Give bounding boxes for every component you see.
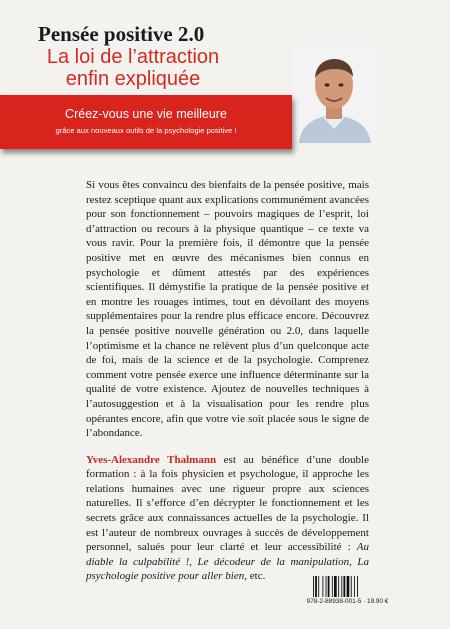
author-portrait-icon: [293, 45, 375, 143]
author-bio: est au bénéfice d’une double formation : à la fois physicien et psychologue, il approche les relations humaines avec une rigueur propre aux sciences naturelles. Il s’efforce d’en décrypter le fonctionnement et les secrets grâce aux connaissances actuelles de la psychologie. Il est l’auteur de nombreux ouvrages à succès de développement personnel, salués pour leur clarté et leur accessibilité :: [86, 453, 369, 554]
barcode-bar: [347, 576, 350, 597]
author-bio-end: , etc.: [244, 570, 266, 583]
barcode-bar: [343, 576, 345, 597]
isbn-price: 978-2-88938-001-5 · 19.90 €: [306, 598, 389, 605]
barcode-bar: [328, 576, 330, 597]
author-name: Yves-Alexandre Thalmann: [86, 453, 217, 466]
barcode-bar: [313, 576, 314, 597]
book-subtitle-line1: La loi de l’attraction: [46, 46, 220, 68]
banner-tagline: Créez-vous une vie meilleure: [65, 107, 227, 121]
barcode-bar: [332, 576, 333, 597]
barcode-bar: [354, 576, 355, 597]
barcode-bar: [322, 576, 323, 597]
barcode-bar: [351, 576, 352, 597]
title-block: [38, 22, 278, 90]
barcode-bar: [315, 576, 317, 597]
barcode-bar: [341, 576, 342, 597]
book-subtitle-line2: enfin expliquée: [65, 68, 201, 90]
book-title: Pensée positive 2.0: [38, 22, 205, 46]
author-photo: [293, 45, 375, 143]
author-paragraph: [86, 453, 369, 584]
barcode-bar: [357, 576, 358, 597]
description-paragraph: Si vous êtes convaincu des bienfaits de la pensée positive, mais restez sceptique quant aux explications communément avancées pour son fonctionnement – pouvoirs magiques de l’esprit, loi d’attraction ou recours à la physique quantique – ce texte va vous ravir. Pour la première fois, il démontre que la pensée positive met en œuvre des mécanismes bien connus en psychologie et dûment attestés par des expériences scientifiques. Il démystifie la pratique de la pensée positive et en montre les rouages intimes, tout en dévoilant des moyens supplémentaires pour la rendre plus efficace encore. Découvrez la pensée positive nouvelle génération ou 2.0, dans laquelle l’optimisme et la chance ne relèvent plus d’un quelconque acte de foi, mais de la science et de la psychologie. Comprenez comment votre pensée exerce une influence déterminante sur la qualité de votre existence. Ajoutez de nouvelles techniques à l’autosuggestion et à la visualisation pour les rendre plus opérantes encore, afin que votre vie soit placée sous le signe de l’abondance.: [86, 179, 369, 440]
tagline-banner: [0, 95, 292, 149]
barcode-icon: [313, 576, 377, 597]
barcode-bar: [326, 576, 327, 597]
barcode-bar: [338, 576, 339, 597]
barcode-bar: [318, 576, 319, 597]
author-works: Au diable la culpabilité !, Le décodeur de la manipulation, La psychologie positive pour aller bien: [86, 541, 369, 583]
barcode-bar: [334, 576, 337, 597]
banner-subtagline: grâce aux nouveaux outils de la psychologie positive !: [55, 126, 237, 135]
back-cover-text: [86, 178, 369, 584]
